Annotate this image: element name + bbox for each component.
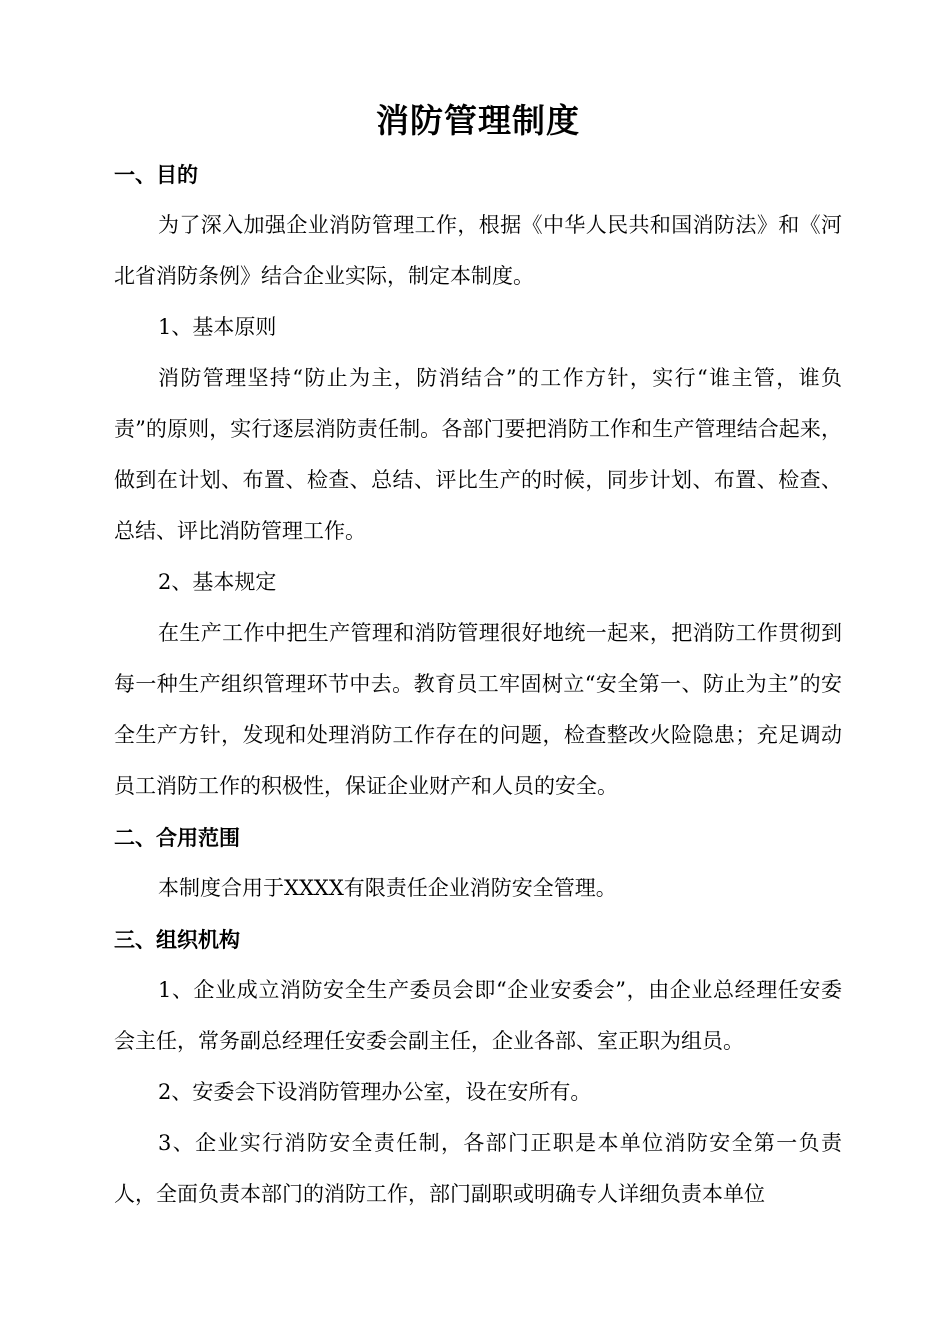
paragraph: 1、基本原则 — [158, 315, 277, 339]
paragraph: 消防管理坚持“防止为主，防消结合”的工作方针，实行“谁主管，谁负责”的原则，实行逐层消防责任制。各部门要把消防工作和生产管理结合起来，做到在计划、布置、检查、总结、评比生产的时候，同步计划、布置、检查、总结、评比消防管理工作。 — [114, 366, 842, 543]
paragraph: 3、企业实行消防安全责任制，各部门正职是本单位消防安全第一负责人，全面负责本部门的消防工作，部门副职或明确专人详细负责本单位 — [114, 1131, 842, 1206]
paragraph: 本制度合用于XXXX有限责任企业消防安全管理。 — [158, 876, 617, 900]
paragraph: 为了深入加强企业消防管理工作，根据《中华人民共和国消防法》和《河北省消防条例》结合企业实际，制定本制度。 — [114, 213, 842, 288]
document-title: 消防管理制度 — [376, 101, 580, 140]
section-scope — [114, 812, 842, 914]
section-heading: 一、目的 — [114, 162, 198, 187]
section-purpose — [114, 149, 842, 812]
section-heading: 二、合用范围 — [114, 825, 240, 850]
section-heading: 三、组织机构 — [114, 927, 240, 952]
paragraph: 2、基本规定 — [158, 570, 277, 594]
paragraph: 1、企业成立消防安全生产委员会即“企业安委会”，由企业总经理任安委会主任，常务副总经理任安委会副主任，企业各部、室正职为组员。 — [114, 978, 842, 1053]
section-organization — [114, 914, 842, 1220]
paragraph: 2、安委会下设消防管理办公室，设在安所有。 — [158, 1080, 592, 1104]
paragraph: 在生产工作中把生产管理和消防管理很好地统一起来，把消防工作贯彻到每一种生产组织管理环节中去。教育员工牢固树立“安全第一、防止为主”的安全生产方针，发现和处理消防工作存在的问题，检查整改火险隐患；充足调动员工消防工作的积极性，保证企业财产和人员的安全。 — [114, 621, 842, 798]
